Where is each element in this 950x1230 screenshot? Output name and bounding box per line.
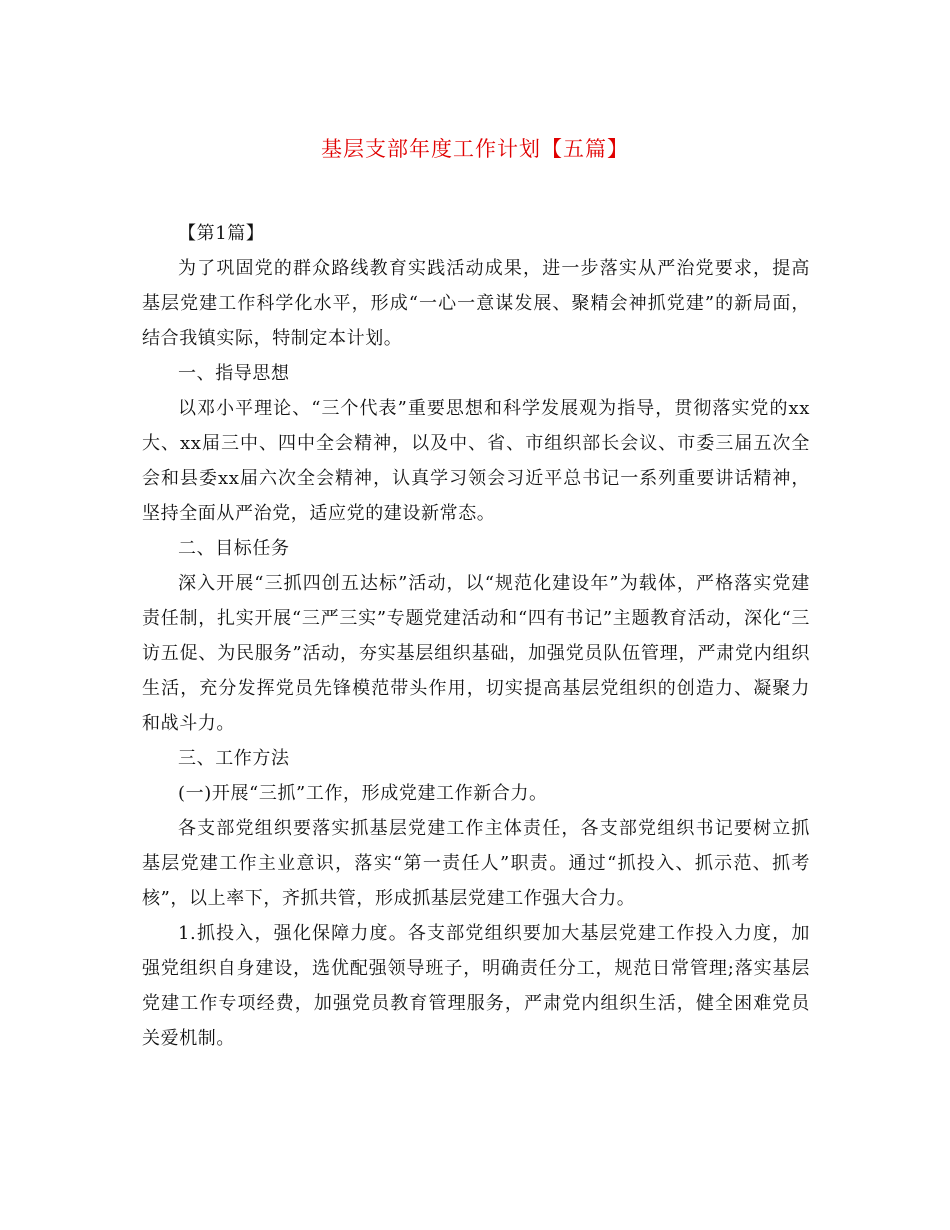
paragraph: 为了巩固党的群众路线教育实践活动成果，进一步落实从严治党要求，提高基层党建工作科学化水平，形成“一心一意谋发展、聚精会神抓党建”的新局面，结合我镇实际，特制定本计划。 [142,258,810,349]
section-heading: 三、工作方法 [178,748,290,769]
paragraph: 以邓小平理论、“三个代表”重要思想和科学发展观为指导，贯彻落实党的xx大、xx届三中、四中全会精神，以及中、省、市组织部长会议、市委三届五次全会和县委xx届六次全会精神，认真学习领会习近平总书记一系列重要讲话精神，坚持全面从严治党，适应党的建设新常态。 [142,398,810,524]
section-heading: 【第1篇】 [178,223,265,244]
document-body [142,216,810,1056]
document-title: 基层支部年度工作计划【五篇】 [321,137,629,161]
section-heading: 一、指导思想 [178,363,290,384]
subsection-heading: (一)开展“三抓”工作，形成党建工作新合力。 [178,783,548,804]
paragraph: 各支部党组织要落实抓基层党建工作主体责任，各支部党组织书记要树立抓基层党建工作主业意识，落实“第一责任人”职责。通过“抓投入、抓示范、抓考核”，以上率下，齐抓共管，形成抓基层党建工作强大合力。 [142,818,810,909]
paragraph: 深入开展“三抓四创五达标”活动，以“规范化建设年”为载体，严格落实党建责任制，扎实开展“三严三实”专题党建活动和“四有书记”主题教育活动，深化“三访五促、为民服务”活动，夯实基层组织基础，加强党员队伍管理，严肃党内组织生活，充分发挥党员先锋模范带头作用，切实提高基层党组织的创造力、凝聚力和战斗力。 [142,573,810,734]
paragraph: 1.抓投入，强化保障力度。各支部党组织要加大基层党建工作投入力度，加强党组织自身建设，选优配强领导班子，明确责任分工，规范日常管理;落实基层党建工作专项经费，加强党员教育管理服务，严肃党内组织生活，健全困难党员关爱机制。 [142,923,810,1049]
section-heading: 二、目标任务 [178,538,290,559]
